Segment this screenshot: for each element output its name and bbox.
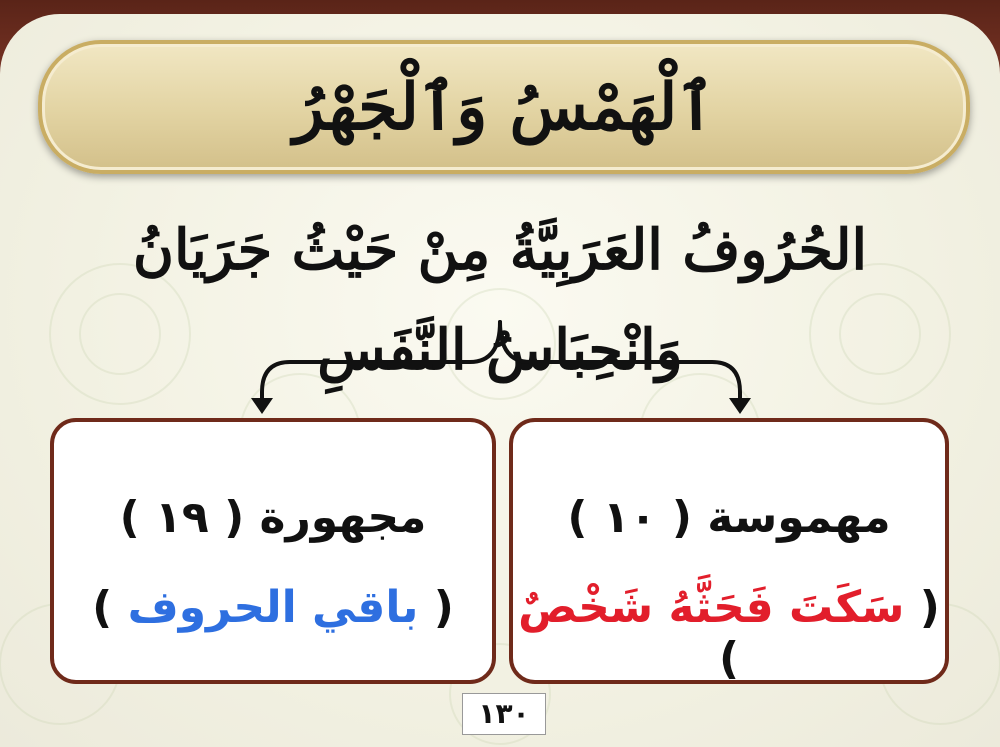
voiced-letters-line: [54, 582, 492, 633]
close-paren: ): [718, 633, 740, 684]
whispered-letters-line: [513, 582, 945, 684]
left-arrow-head: [251, 398, 273, 414]
whispered-letters: سَكَتَ فَحَثَّهُ شَخْصٌ: [518, 582, 905, 633]
open-paren: (: [919, 582, 940, 633]
subtitle: الحُرُوفُ العَرَبِيَّةُ مِنْ حَيْثُ جَرَيَانُ وَانْحِبَاسُ النَّفَسِ: [132, 217, 868, 383]
open-paren: (: [433, 582, 454, 633]
voiced-letters: باقي الحروف: [127, 582, 419, 633]
voiced-heading: مجهورة ( ١٩ ): [119, 492, 427, 543]
page-number: ١٣٠: [462, 693, 546, 735]
voiced-box: [50, 418, 496, 684]
page-title: ٱلْهَمْسُ وَٱلْجَهْرُ: [293, 69, 715, 145]
right-arrow-head: [729, 398, 751, 414]
whispered-box: [509, 418, 949, 684]
whispered-heading: مهموسة ( ١٠ ): [567, 492, 891, 543]
close-paren: ): [92, 582, 113, 633]
